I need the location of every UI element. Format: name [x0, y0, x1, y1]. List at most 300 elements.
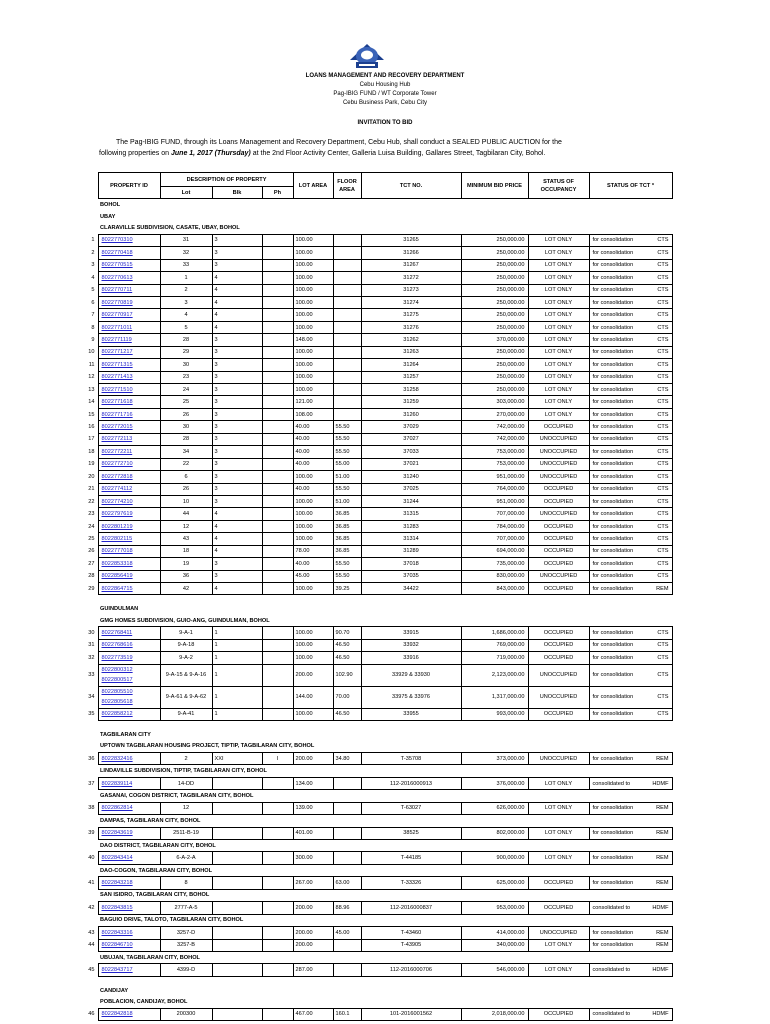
floor-area-cell: 70.00	[333, 686, 361, 708]
property-id[interactable]: 8022771413	[101, 374, 133, 381]
blk-cell: 1	[212, 639, 262, 651]
property-id-link[interactable]	[98, 321, 160, 333]
occupancy-cell: OCCUPIED	[528, 877, 589, 889]
lot-area-cell: 139.00	[293, 802, 333, 814]
property-id-link[interactable]	[98, 508, 160, 520]
lot-cell: 12	[160, 802, 212, 814]
tct-no-cell: 31267	[361, 259, 461, 271]
tct-status-cell: for consolidation	[589, 408, 644, 420]
property-id[interactable]: 8022843218	[101, 880, 133, 887]
ph-cell	[262, 902, 293, 914]
tct-status-cell: for consolidation	[589, 234, 644, 246]
lot-cell: 32	[160, 247, 212, 259]
property-id[interactable]: 8022832416	[101, 755, 133, 762]
property-id-link[interactable]	[98, 708, 160, 720]
min-bid-cell: 742,000.00	[461, 433, 528, 445]
ph-cell	[262, 927, 293, 939]
occupancy-cell: OCCUPIED	[528, 627, 589, 639]
subdivision-header-label: DAO-COGON, TAGBILARAN CITY, BOHOL	[100, 867, 213, 874]
tct-no-cell: T-33326	[361, 877, 461, 889]
property-id[interactable]: 8022862814	[101, 805, 133, 812]
property-id-link[interactable]	[98, 334, 160, 346]
property-id-link[interactable]	[98, 408, 160, 420]
property-id[interactable]: 8022770711	[101, 287, 133, 294]
property-id-link[interactable]	[98, 533, 160, 545]
lot-cell: 12	[160, 520, 212, 532]
property-id-link[interactable]	[98, 1008, 160, 1020]
property-id[interactable]: 8022777018	[101, 548, 133, 555]
property-id[interactable]: 8022800312	[101, 667, 133, 674]
ph-cell: I	[262, 752, 293, 764]
occupancy-cell: LOT ONLY	[528, 827, 589, 839]
ph-cell	[262, 458, 293, 470]
property-id-link[interactable]	[98, 520, 160, 532]
property-id-link[interactable]	[98, 627, 160, 639]
property-id[interactable]: 8022843619	[101, 830, 133, 837]
subdivision-header	[85, 790, 672, 802]
property-id-link[interactable]	[98, 309, 160, 321]
ph-cell	[262, 371, 293, 383]
tct-status-cell: for consolidation	[589, 483, 644, 495]
tct-type-cell: REM	[644, 583, 672, 595]
intro-line-1: The Pag-IBIG FUND, through its Loans Management and Recovery Department, Cebu Hub, shall conduct a SEALED PUBLIC AUCTION for the	[116, 139, 562, 146]
tct-type-cell: CTS	[644, 652, 672, 664]
lot-area-cell: 148.00	[293, 334, 333, 346]
min-bid-cell: 2,018,000.00	[461, 1008, 528, 1020]
property-id[interactable]: 8022774112	[101, 486, 133, 493]
property-id-link[interactable]	[98, 384, 160, 396]
occupancy-cell: UNOCCUPIED	[528, 508, 589, 520]
lot-area-cell: 401.00	[293, 827, 333, 839]
table-row	[85, 421, 672, 433]
row-number: 6	[91, 299, 95, 306]
property-id-link[interactable]	[98, 964, 160, 976]
lot-area-cell: 100.00	[293, 652, 333, 664]
lot-cell: 9-A-2	[160, 652, 212, 664]
col-blk: Blk	[212, 187, 262, 199]
tct-status-cell: for consolidation	[589, 652, 644, 664]
floor-area-cell: 160.1	[333, 1008, 361, 1020]
lot-area-cell: 100.00	[293, 508, 333, 520]
property-id[interactable]: 8022768616	[101, 642, 133, 649]
tct-status-cell: for consolidation	[589, 421, 644, 433]
property-id-link[interactable]	[98, 346, 160, 358]
row-number: 8	[91, 324, 95, 331]
min-bid-cell: 707,000.00	[461, 533, 528, 545]
floor-area-cell: 36.85	[333, 545, 361, 557]
tct-type-cell: REM	[644, 827, 672, 839]
blk-cell: 3	[212, 346, 262, 358]
floor-area-cell	[333, 309, 361, 321]
tct-type-cell: CTS	[644, 545, 672, 557]
occupancy-cell: LOT ONLY	[528, 284, 589, 296]
property-id[interactable]: 8022770613	[101, 274, 133, 281]
row-number	[85, 996, 98, 1008]
tct-no-cell: 31260	[361, 408, 461, 420]
tct-type-cell: REM	[644, 752, 672, 764]
tct-type-cell: CTS	[644, 639, 672, 651]
floor-area-cell: 51.00	[333, 471, 361, 483]
table-row	[85, 1008, 672, 1020]
subdivision-header	[85, 765, 672, 777]
property-id[interactable]: 8022771716	[101, 411, 133, 418]
lot-area-cell: 144.00	[293, 686, 333, 708]
min-bid-cell: 340,000.00	[461, 939, 528, 951]
table-row	[85, 508, 672, 520]
blk-cell: XXI	[212, 752, 262, 764]
blk-cell: 3	[212, 433, 262, 445]
blk-cell: 3	[212, 247, 262, 259]
floor-area-cell: 36.85	[333, 508, 361, 520]
property-id[interactable]: 8022800517	[101, 677, 133, 684]
floor-area-cell	[333, 247, 361, 259]
tct-no-cell: 31257	[361, 371, 461, 383]
occupancy-cell: LOT ONLY	[528, 309, 589, 321]
lot-area-cell: 121.00	[293, 396, 333, 408]
tct-no-cell: 31275	[361, 309, 461, 321]
table-row	[85, 408, 672, 420]
floor-area-cell	[333, 321, 361, 333]
tct-status-cell: for consolidation	[589, 708, 644, 720]
property-id[interactable]: 8022770819	[101, 299, 133, 306]
property-id-link[interactable]	[98, 664, 160, 686]
tct-no-cell: 31266	[361, 247, 461, 259]
tct-type-cell: CTS	[644, 495, 672, 507]
lot-cell: 24	[160, 384, 212, 396]
table-row	[85, 533, 672, 545]
table-row	[85, 483, 672, 495]
tct-type-cell: CTS	[644, 471, 672, 483]
lot-area-cell: 100.00	[293, 627, 333, 639]
property-id[interactable]: 8022805510	[101, 689, 133, 696]
property-id-link[interactable]	[98, 495, 160, 507]
floor-area-cell	[333, 964, 361, 976]
province-header-label: CANDIJAY	[100, 987, 129, 994]
property-id-link[interactable]	[98, 272, 160, 284]
property-id[interactable]: 8022771315	[101, 361, 133, 368]
tct-type-cell: CTS	[644, 458, 672, 470]
lot-area-cell: 287.00	[293, 964, 333, 976]
property-id-link[interactable]	[98, 652, 160, 664]
min-bid-cell: 843,000.00	[461, 583, 528, 595]
tct-no-cell: 33932	[361, 639, 461, 651]
ph-cell	[262, 570, 293, 582]
ph-cell	[262, 272, 293, 284]
lot-cell: 34	[160, 446, 212, 458]
floor-area-cell: 46.50	[333, 708, 361, 720]
blk-cell	[212, 964, 262, 976]
lot-cell: 25	[160, 396, 212, 408]
min-bid-cell: 546,000.00	[461, 964, 528, 976]
table-row	[85, 334, 672, 346]
row-number: 40	[88, 855, 95, 862]
table-row	[85, 296, 672, 308]
min-bid-cell: 250,000.00	[461, 309, 528, 321]
table-row	[85, 708, 672, 720]
min-bid-cell: 376,000.00	[461, 777, 528, 789]
tct-type-cell: CTS	[644, 296, 672, 308]
ph-cell	[262, 471, 293, 483]
blk-cell: 4	[212, 321, 262, 333]
ph-cell	[262, 639, 293, 651]
blk-cell: 4	[212, 296, 262, 308]
tct-no-cell: 31240	[361, 471, 461, 483]
lot-cell: 9-A-18	[160, 639, 212, 651]
lot-area-cell: 200.00	[293, 752, 333, 764]
property-id[interactable]: 8022768411	[101, 630, 133, 637]
property-id-link[interactable]	[98, 483, 160, 495]
tct-type-cell: CTS	[644, 321, 672, 333]
property-id-link[interactable]	[98, 396, 160, 408]
blk-cell: 1	[212, 708, 262, 720]
row-number	[85, 765, 98, 777]
property-id[interactable]: 8022771510	[101, 386, 133, 393]
property-id-link[interactable]	[98, 433, 160, 445]
tct-status-cell: for consolidation	[589, 939, 644, 951]
tct-type-cell: CTS	[644, 520, 672, 532]
tct-no-cell: 33955	[361, 708, 461, 720]
property-id-link[interactable]	[98, 545, 160, 557]
lot-cell: 26	[160, 408, 212, 420]
table-row	[85, 359, 672, 371]
property-id[interactable]: 8022843414	[101, 855, 133, 862]
row-number: 26	[88, 548, 95, 555]
property-id-link[interactable]	[98, 752, 160, 764]
property-id[interactable]: 8022772211	[101, 448, 133, 455]
row-number: 5	[91, 287, 95, 294]
property-id[interactable]: 8022770515	[101, 262, 133, 269]
lot-cell: 29	[160, 346, 212, 358]
occupancy-cell: OCCUPIED	[528, 545, 589, 557]
tct-type-cell: REM	[644, 927, 672, 939]
row-number	[85, 889, 98, 901]
lot-area-cell: 134.00	[293, 777, 333, 789]
lot-cell: 44	[160, 508, 212, 520]
property-id[interactable]: 8022853318	[101, 560, 133, 567]
blk-cell: 3	[212, 458, 262, 470]
floor-area-cell: 39.25	[333, 583, 361, 595]
min-bid-cell: 769,000.00	[461, 639, 528, 651]
property-id-link[interactable]	[98, 570, 160, 582]
property-id[interactable]: 8022770418	[101, 249, 133, 256]
ph-cell	[262, 433, 293, 445]
row-number: 15	[88, 411, 95, 418]
ph-cell	[262, 334, 293, 346]
col-min-bid: MINIMUM BID PRICE	[461, 173, 528, 199]
col-property-id: PROPERTY ID	[98, 173, 160, 199]
property-id-link[interactable]	[98, 284, 160, 296]
occupancy-cell: LOT ONLY	[528, 964, 589, 976]
property-id[interactable]: 8022856419	[101, 573, 133, 580]
intro-venue: at the 2nd Floor Activity Center, Galleria Luisa Building, Gallares Street, Tagbilaran City, Bohol.	[250, 150, 546, 157]
property-id-link[interactable]	[98, 877, 160, 889]
subdivision-header-label: UPTOWN TAGBILARAN HOUSING PROJECT, TIPTIP, TAGBILARAN CITY, BOHOL	[100, 743, 315, 750]
property-id-link[interactable]	[98, 827, 160, 839]
subdivision-header-label: GMG HOMES SUBDIVISION, GUIO-ANG, GUINDULMAN, BOHOL	[100, 617, 270, 624]
property-id[interactable]: 8022801219	[101, 523, 133, 530]
floor-area-cell: 46.50	[333, 639, 361, 651]
province-header	[85, 985, 672, 996]
property-id-link[interactable]	[98, 902, 160, 914]
property-id-link[interactable]	[98, 686, 160, 708]
occupancy-cell: OCCUPIED	[528, 639, 589, 651]
tct-type-cell: CTS	[644, 272, 672, 284]
property-id[interactable]: 8022802115	[101, 535, 133, 542]
lot-area-cell: 467.00	[293, 1008, 333, 1020]
occupancy-cell: LOT ONLY	[528, 408, 589, 420]
lot-cell: 6-A-2-A	[160, 852, 212, 864]
tct-type-cell: CTS	[644, 334, 672, 346]
blk-cell: 3	[212, 570, 262, 582]
table-row	[85, 433, 672, 445]
floor-area-cell: 55.50	[333, 421, 361, 433]
row-number	[85, 985, 98, 996]
table-row	[85, 639, 672, 651]
ph-cell	[262, 309, 293, 321]
lot-cell: 19	[160, 558, 212, 570]
property-id-link[interactable]	[98, 777, 160, 789]
blk-cell: 4	[212, 309, 262, 321]
floor-area-cell: 46.50	[333, 652, 361, 664]
property-id[interactable]: 8022846710	[101, 942, 133, 949]
property-id-link[interactable]	[98, 471, 160, 483]
min-bid-cell: 373,000.00	[461, 752, 528, 764]
ph-cell	[262, 284, 293, 296]
table-row	[85, 664, 672, 686]
property-id[interactable]: 8022864715	[101, 585, 133, 592]
min-bid-cell: 270,000.00	[461, 408, 528, 420]
table-row	[85, 627, 672, 639]
properties-table	[85, 172, 673, 1021]
min-bid-cell: 250,000.00	[461, 272, 528, 284]
property-id-link[interactable]	[98, 421, 160, 433]
property-id[interactable]: 8022771217	[101, 349, 133, 356]
occupancy-cell: LOT ONLY	[528, 939, 589, 951]
row-number: 14	[88, 399, 95, 406]
lot-cell: 30	[160, 359, 212, 371]
blk-cell	[212, 877, 262, 889]
ph-cell	[262, 346, 293, 358]
floor-area-cell: 36.85	[333, 533, 361, 545]
row-number: 41	[88, 880, 95, 887]
tct-status-cell: for consolidation	[589, 558, 644, 570]
occupancy-cell: OCCUPIED	[528, 902, 589, 914]
tct-status-cell: for consolidation	[589, 346, 644, 358]
tct-no-cell: 33929 & 33930	[361, 664, 461, 686]
property-id[interactable]: 8022797619	[101, 511, 133, 518]
tct-no-cell: T-35708	[361, 752, 461, 764]
table-row	[85, 964, 672, 976]
table-row	[85, 802, 672, 814]
row-number	[85, 729, 98, 740]
property-id[interactable]: 8022772710	[101, 461, 133, 468]
blk-cell: 4	[212, 284, 262, 296]
property-id[interactable]: 8022858212	[101, 711, 133, 718]
property-id[interactable]: 8022771011	[101, 324, 133, 331]
row-number	[85, 211, 98, 222]
subdivision-header	[85, 815, 672, 827]
property-id[interactable]: 8022772818	[101, 473, 133, 480]
property-id-link[interactable]	[98, 259, 160, 271]
tct-status-cell: for consolidation	[589, 508, 644, 520]
table-row	[85, 458, 672, 470]
property-id-link[interactable]	[98, 234, 160, 246]
occupancy-cell: OCCUPIED	[528, 495, 589, 507]
occupancy-cell: UNOCCUPIED	[528, 664, 589, 686]
subdivision-header	[85, 211, 672, 222]
row-number: 1	[91, 237, 95, 244]
property-id[interactable]: 8022771618	[101, 399, 133, 406]
row-number: 7	[91, 312, 95, 319]
property-id[interactable]: 8022772113	[101, 436, 133, 443]
property-id-link[interactable]	[98, 296, 160, 308]
property-id[interactable]: 8022843815	[101, 904, 133, 911]
blk-cell: 1	[212, 686, 262, 708]
floor-area-cell	[333, 827, 361, 839]
property-id-link[interactable]	[98, 927, 160, 939]
province-header-label: GUINDULMAN	[100, 606, 139, 613]
floor-area-cell	[333, 802, 361, 814]
property-id[interactable]: 8022843717	[101, 967, 133, 974]
occupancy-cell: LOT ONLY	[528, 247, 589, 259]
tct-no-cell: 37027	[361, 433, 461, 445]
ph-cell	[262, 652, 293, 664]
floor-area-cell: 55.50	[333, 558, 361, 570]
property-id[interactable]: 8022772015	[101, 424, 133, 431]
occupancy-cell: UNOCCUPIED	[528, 686, 589, 708]
property-id-link[interactable]	[98, 247, 160, 259]
tct-no-cell: 31283	[361, 520, 461, 532]
property-id[interactable]: 8022843316	[101, 929, 133, 936]
lot-area-cell: 100.00	[293, 272, 333, 284]
property-id[interactable]: 8022774210	[101, 498, 133, 505]
tct-status-cell: for consolidation	[589, 852, 644, 864]
property-id[interactable]: 8022842818	[101, 1011, 133, 1018]
property-id[interactable]: 8022770310	[101, 237, 133, 244]
property-id-link[interactable]	[98, 558, 160, 570]
tct-no-cell: 31258	[361, 384, 461, 396]
property-id[interactable]: 8022773519	[101, 654, 133, 661]
property-id[interactable]: 8022805618	[101, 699, 133, 706]
tct-no-cell: 101-2016001562	[361, 1008, 461, 1020]
property-id[interactable]: 8022770917	[101, 312, 133, 319]
property-id-link[interactable]	[98, 852, 160, 864]
row-number: 20	[88, 473, 95, 480]
property-id-link[interactable]	[98, 458, 160, 470]
property-id[interactable]: 8022771119	[101, 336, 132, 343]
property-id-link[interactable]	[98, 371, 160, 383]
property-id[interactable]: 8022839114	[101, 780, 133, 787]
ph-cell	[262, 396, 293, 408]
property-id-link[interactable]	[98, 802, 160, 814]
property-id-link[interactable]	[98, 939, 160, 951]
ph-cell	[262, 852, 293, 864]
row-number	[85, 199, 98, 211]
subdivision-header	[85, 914, 672, 926]
property-id-link[interactable]	[98, 446, 160, 458]
min-bid-cell: 707,000.00	[461, 508, 528, 520]
tct-status-cell: for consolidation	[589, 520, 644, 532]
floor-area-cell: 88.96	[333, 902, 361, 914]
min-bid-cell: 250,000.00	[461, 296, 528, 308]
blk-cell: 3	[212, 396, 262, 408]
property-id-link[interactable]	[98, 583, 160, 595]
property-id-link[interactable]	[98, 639, 160, 651]
tct-no-cell: 31314	[361, 533, 461, 545]
property-id-link[interactable]	[98, 359, 160, 371]
lot-cell: 23	[160, 371, 212, 383]
floor-area-cell	[333, 284, 361, 296]
